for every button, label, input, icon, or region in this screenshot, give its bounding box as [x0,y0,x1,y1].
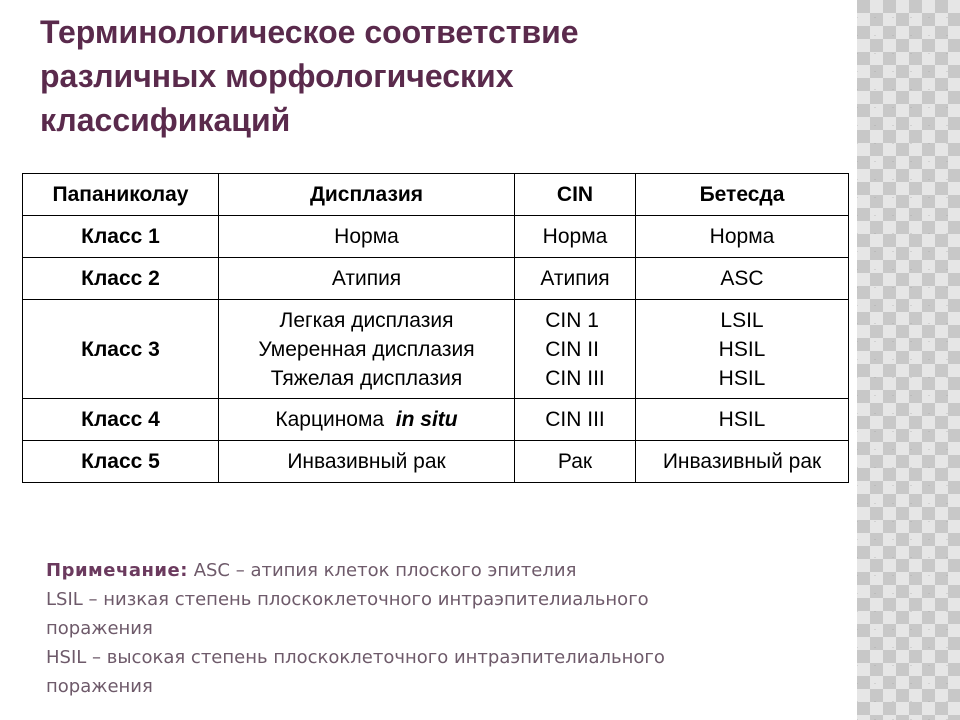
table-row [23,258,849,300]
cell-bethesda: ASC [636,258,849,300]
header-cin: CIN [515,174,636,216]
cell-dysplasia [219,300,515,399]
cell-cin: Норма [515,216,636,258]
cell-line: CIN 1 [545,308,599,332]
cell-cin: Атипия [515,258,636,300]
cell-bethesda: HSIL [636,399,849,441]
cell-line: HSIL [718,337,766,361]
note-hsil-line-1: HSIL – высокая степень плоскоклеточного интраэпителиального [46,647,665,668]
cell-line: CIN III [545,366,605,390]
cell-bethesda: Инвазивный рак [636,441,849,483]
note-hsil-line-2: поражения [46,676,153,697]
cell-line: Тяжелая дисплазия [270,366,463,390]
title-line-2: различных морфологических [40,58,514,94]
cell-bethesda: Норма [636,216,849,258]
cell-papanicolaou: Класс 1 [23,216,219,258]
decorative-side-pattern [857,0,960,720]
cell-line: HSIL [718,366,766,390]
table-row [23,216,849,258]
note-lsil-line-1: LSIL – низкая степень плоскоклеточного интраэпителиального [46,589,649,610]
table-row [23,441,849,483]
cell-dysplasia [219,399,515,441]
cell-line: Умеренная дисплазия [258,337,475,361]
cell-papanicolaou: Класс 3 [23,300,219,399]
cell-dysplasia: Инвазивный рак [219,441,515,483]
table-row [23,399,849,441]
cell-dysplasia: Атипия [219,258,515,300]
cell-bethesda [636,300,849,399]
note-asc [46,556,836,585]
note-lsil-line-2: поражения [46,618,153,639]
cell-line: CIN II [545,337,599,361]
notes-block [46,556,836,701]
title-line-3: классификаций [40,102,291,138]
cell-papanicolaou: Класс 4 [23,399,219,441]
header-dysplasia: Дисплазия [219,174,515,216]
cell-papanicolaou: Класс 5 [23,441,219,483]
slide-title [40,10,830,142]
cell-papanicolaou: Класс 2 [23,258,219,300]
cell-line: Легкая дисплазия [279,308,454,332]
header-bethesda: Бетесда [636,174,849,216]
terminology-table [22,173,849,483]
cell-text: Карцинома [275,408,385,431]
header-papanicolaou: Папаниколау [23,174,219,216]
table-header-row [23,174,849,216]
table-row [23,300,849,399]
cell-italic-text: in situ [395,408,458,431]
cell-cin: CIN III [515,399,636,441]
notes-label: Примечание: [46,560,188,581]
cell-dysplasia: Норма [219,216,515,258]
cell-cin: Рак [515,441,636,483]
cell-line: LSIL [720,308,764,332]
note-asc-text: ASC – атипия клеток плоского эпителия [193,560,577,581]
cell-cin [515,300,636,399]
title-line-1: Терминологическое соответствие [40,14,579,50]
